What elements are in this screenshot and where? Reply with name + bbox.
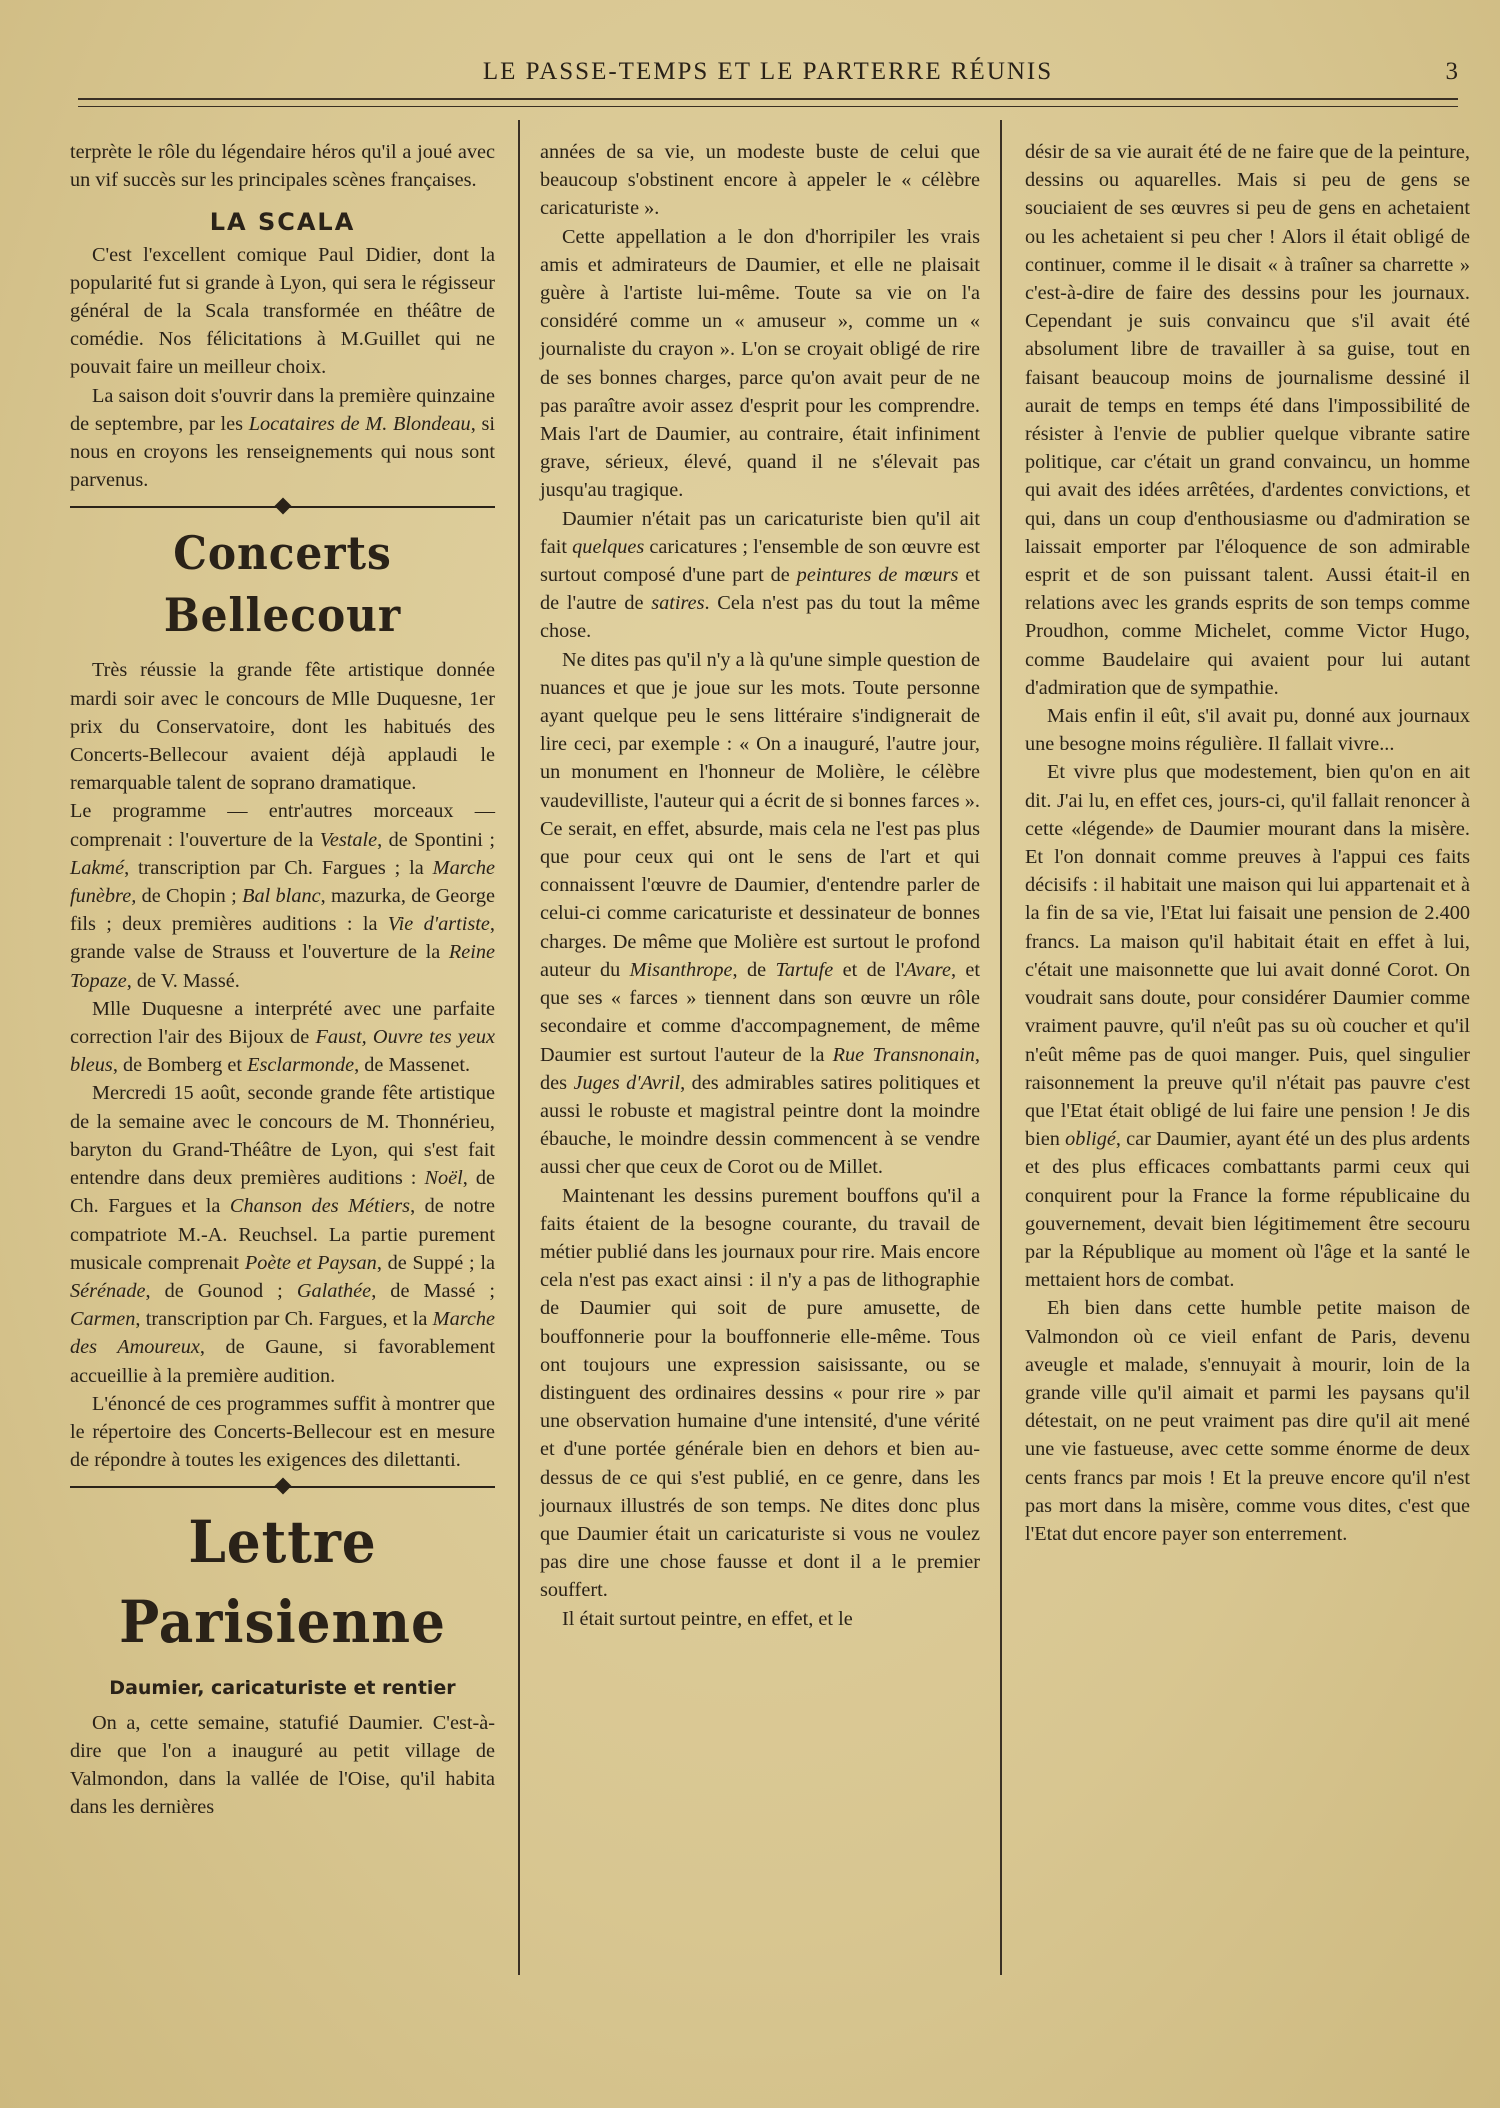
paragraph: Maintenant les dessins purement bouffons qu'il a faits étaient de la besogne courante, du travail de métier publié dans les journaux pour rire. Mais encore cela n'est pas exact ainsi : il n'y a pas de lithographie de Daumier qui soit de pure amusette, de bouffonnerie pour la bouffonnerie elle-même. Tous ont toujours une expression saisissante, ou se distinguent des ordinaires dessins « pour rire » par une observation humaine d'une intensité, d'une vérité et d'une portée générale bien en dehors et bien au-dessus de ce qui s'est publié, en ce genre, dans les journaux illustrés de son temps. Ne dites donc plus que Daumier était un caricaturiste si vous ne voulez pas dire une chose fausse et dont il a le premier souffert. (540, 1184, 980, 1602)
section-heading-concerts-bellecour: Concerts Bellecour (163, 526, 402, 643)
paragraph-continuation: terprète le rôle du légendaire héros qu'il a joué avec un vif succès sur les principales scènes françaises. (70, 141, 495, 192)
article-subtitle: Daumier, caricaturiste et rentier (109, 1677, 456, 1700)
running-title: LE PASSE-TEMPS ET LE PARTERRE RÉUNIS (482, 58, 1054, 85)
paragraph-continuation: désir de sa vie aurait été de ne faire que de la peinture, dessins ou aquarelles. Mais si peu de gens se souciaient de ses œuvres si peu de gens en achetaient ou les achetaient si peu cher ! Alors il était obligé de continuer, comme il le disait « à traîner sa charrette » c'est-à-dire de faire des dessins pour les journaux. Cependant je suis convaincu que s'il avait été absolument libre de travailler à sa guise, tout en faisant beaucoup moins de journalisme dessiné il aurait de temps en temps été dans l'impossibilité de résister à l'envie de publier quelque vibrante satire politique, car c'était un grand convaincu, un homme qui avait des idées arrêtées, d'ardentes convictions, et qui, dans un coup d'enthousiasme ou d'admiration se laissait emporter par l'éloquence de son admirable esprit et de son puissant talent. Aussi était-il en relations avec les grands esprits de son temps comme Proudhon, comme Michelet, comme Victor Hugo, comme Baudelaire qui avaient pour lui autant d'admiration que de sympathie. (1025, 141, 1470, 699)
paragraph: Il était surtout peintre, en effet, et le (562, 1607, 853, 1630)
section-heading-la-scala: LA SCALA (209, 208, 356, 237)
paragraph: Ne dites pas qu'il n'y a là qu'une simple question de nuances et que je joue sur les mots. Toute personne ayant quelque peu le sens littéraire s'indignerait de lire ceci, par exemple : « On a inauguré, l'autre jour, un monument en l'honneur de Molière, le célèbre vaudevilliste, l'auteur qui a écrit de si bonnes farces ». Ce serait, en effet, absurde, mais cela ne l'est pas plus que pour ceux qui ont le sens de l'art et qui connaissent l'œuvre de Daumier, d'entendre parler de celui-ci comme caricaturiste et dessinateur de bonnes charges. De même que Molière est surtout le profond auteur du Misanthrope, de Tartufe et de l'Avare, et que ses « farces » tiennent dans son œuvre un rôle secondaire et comme d'accompagnement, de même Daumier est surtout l'auteur de la Rue Transnonain, des Juges d'Avril, des admirables satires politiques et aussi le robuste et magistral peintre dont la moindre ébauche, le moindre dessin commencent à se vendre aussi cher que ceux de Corot ou de Millet. (540, 648, 980, 1179)
column-1 (70, 138, 495, 1821)
header-rule-top (78, 98, 1458, 100)
column-divider-2 (1000, 120, 1002, 1975)
paragraph: Cette appellation a le don d'horripiler les vrais amis et admirateurs de Daumier, et elle ne plaisait guère à l'artiste lui-même. Toute sa vie on l'a considéré comme un « amuseur », comme un « journaliste du crayon ». L'on se croyait obligé de rire de ses bonnes charges, parce qu'on avait peur de ne pas paraître avoir assez d'esprit pour les comprendre. Mais l'art de Daumier, au contraire, était infiniment grave, sérieux, élevé, quand il ne s'élevait pas jusqu'au tragique. (540, 225, 980, 502)
section-ornament-divider (70, 1480, 495, 1494)
paragraph: Mlle Duquesne a interprété avec une parfaite correction l'air des Bijoux de Faust, Ouvre tes yeux bleus, de Bomberg et Esclarmonde, de Massenet. (70, 997, 495, 1077)
section-heading-lettre-parisienne: Lettre Parisienne (119, 1508, 446, 1657)
header-rule-bottom (78, 106, 1458, 107)
paragraph: Mercredi 15 août, seconde grande fête artistique de la semaine avec le concours de M. Thonnérieu, baryton du Grand-Théâtre de Lyon, qui s'est fait entendre dans deux premières auditions : Noël, de Ch. Fargues et la Chanson des Métiers, de notre compatriote M.-A. Reuchsel. La partie purement musicale comprenait Poète et Paysan, de Suppé ; la Sérénade, de Gounod ; Galathée, de Massé ; Carmen, transcription par Ch. Fargues, et la Marche des Amoureux, de Gaune, si favorablement accueillie à la première audition. (70, 1082, 496, 1387)
paragraph: C'est l'excellent comique Paul Didier, dont la popularité fut si grande à Lyon, qui sera le régisseur général de la Scala transformée en théâtre de comédie. Nos félicitations à M.Guillet qui ne pouvait faire un meilleur choix. (70, 243, 495, 379)
paragraph-continuation: années de sa vie, un modeste buste de celui que beaucoup s'obstinent encore à appeler le « célèbre caricaturiste ». (540, 141, 980, 220)
page-number: 3 (1445, 58, 1458, 85)
section-ornament-divider (70, 500, 495, 514)
paragraph: Eh bien dans cette humble petite maison de Valmondon où ce vieil enfant de Paris, devenu aveugle et malade, s'ennuyait à mourir, loin de la grande ville qu'il aimait et parmi les paysans qu'il détestait, on ne peut vraiment pas dire qu'il ait mené une vie fastueuse, avec cette somme énorme de deux cents francs par mois ! Et la preuve encore qu'il n'est pas mort dans la misère, comme vous dites, c'est que l'Etat dut encore payer son enterrement. (1025, 1297, 1470, 1545)
paragraph: Et vivre plus que modestement, bien qu'on en ait dit. J'ai lu, en effet ces, jours-ci, qu'il fallait renoncer à cette «légende» de Daumier mourant dans la misère. Et l'on donnait comme preuves à l'appui ces faits décisifs : il habitait une maison qui lui appartenait et à la fin de sa vie, l'Etat lui faisait une pension de 2.400 francs. La maison qu'il habitait était en effet à lui, c'était une maisonnette que lui avait donné Corot. On voudrait sans doute, pour considérer Daumier comme vraiment pauvre, qu'il n'eût pas su où coucher et qu'il n'eût même pas de quoi manger. Puis, quel singulier raisonnement la preuve qu'il n'était pas pauvre c'est que l'Etat était obligé de lui faire une pension ! Je dis bien obligé, car Daumier, ayant été un des plus ardents et des plus efficaces combattants parmi ceux qui conquirent pour la France la forme républicaine du gouvernement, devait bien légitimement être secouru par la République au moment où l'âge et la santé le mettaient hors de combat. (1025, 761, 1470, 1292)
page-header (78, 58, 1458, 98)
paragraph: Le programme — entr'autres morceaux — comprenait : l'ouverture de la Vestale, de Spontini ; Lakmé, transcription par Ch. Fargues ; la Marche funèbre, de Chopin ; Bal blanc, mazurka, de George fils ; deux premières auditions : la Vie d'artiste, grande valse de Strauss et l'ouverture de la Reine Topaze, de V. Massé. (70, 800, 495, 992)
paragraph: Très réussie la grande fête artistique donnée mardi soir avec le concours de Mlle Duquesne, 1er prix du Conservatoire, dont les habitués des Concerts-Bellecour avaient déjà applaudi le remarquable talent de soprano dramatique. (70, 659, 495, 795)
paragraph: On a, cette semaine, statufié Daumier. C'est-à-dire que l'on a inauguré au petit village de Valmondon, dans la vallée de l'Oise, qu'il habita dans les dernières (70, 1711, 495, 1819)
paragraph: La saison doit s'ouvrir dans la première quinzaine de septembre, par les Locataires de M. Blondeau, si nous en croyons les renseignements qui nous sont parvenus. (70, 384, 495, 492)
paragraph: Mais enfin il eût, s'il avait pu, donné aux journaux une besogne moins régulière. Il fallait vivre... (1025, 705, 1470, 756)
column-3 (1025, 138, 1470, 1548)
paragraph: L'énoncé de ces programmes suffit à montrer que le répertoire des Concerts-Bellecour est en mesure de répondre à toutes les exigences des dilettanti. (70, 1392, 495, 1472)
column-2 (540, 138, 980, 1633)
paragraph: Daumier n'était pas un caricaturiste bien qu'il ait fait quelques caricatures ; l'ensemble de son œuvre est surtout composé d'une part de peintures de mœurs et de l'autre de satires. Cela n'est pas du tout la même chose. (540, 507, 980, 643)
column-divider-1 (518, 120, 520, 1975)
